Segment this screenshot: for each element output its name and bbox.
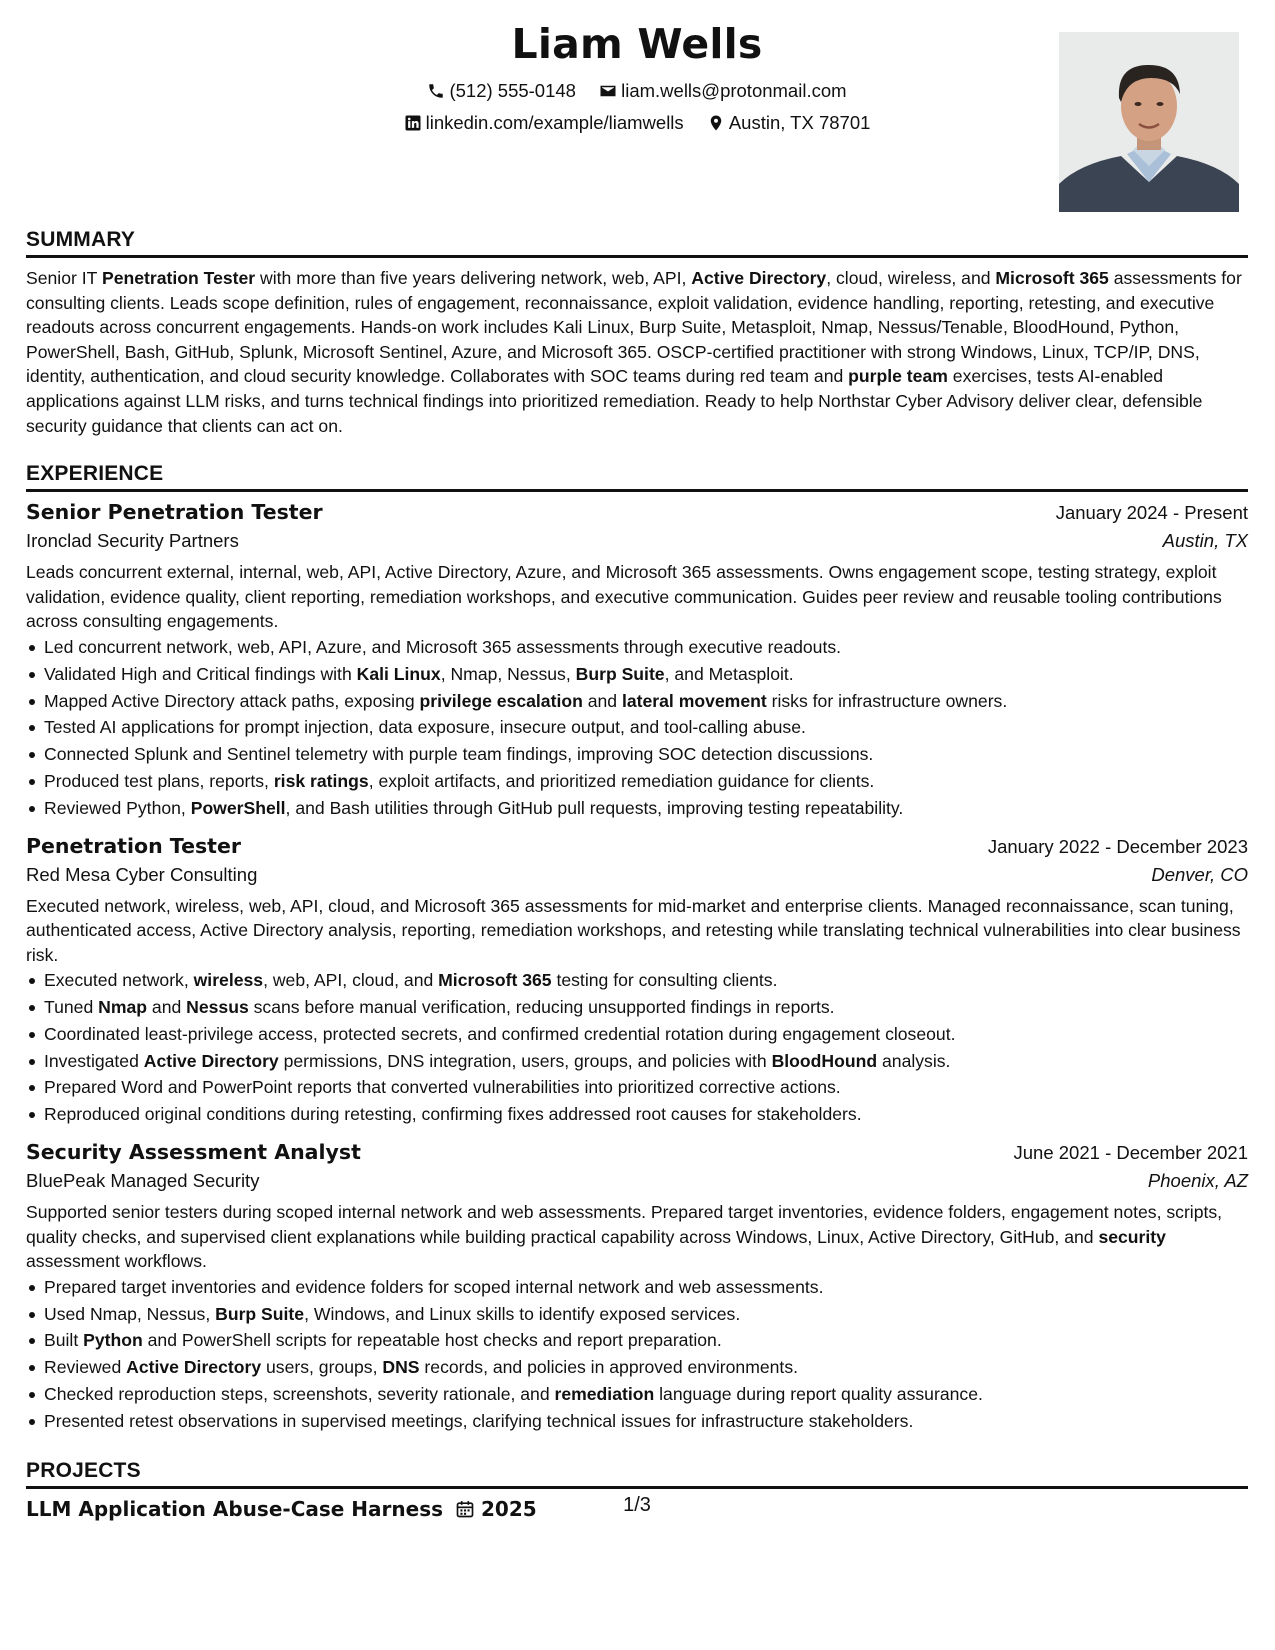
text-run: and	[147, 997, 187, 1018]
text-run: Built	[44, 1330, 84, 1351]
bullet-item	[44, 1381, 1248, 1408]
bold-text: remediation	[554, 1384, 655, 1405]
bold-text: wireless	[193, 970, 264, 991]
resume-page	[26, 0, 1248, 1650]
job-company-row	[26, 864, 1248, 886]
text-run: Mapped Active Directory attack paths, exposing	[44, 690, 420, 711]
text-run: Validated High and Critical findings with	[44, 663, 357, 684]
job-entry	[26, 500, 1248, 821]
text-run: Tested AI applications for prompt injection, data exposure, insecure output, and tool-calling abuse.	[44, 717, 806, 738]
job-title-row	[26, 500, 1248, 524]
bold-text: Nessus	[186, 997, 249, 1018]
job-company: Red Mesa Cyber Consulting	[26, 863, 258, 885]
text-run: analysis.	[877, 1050, 951, 1071]
job-description: Executed network, wireless, web, API, cloud, and Microsoft 365 assessments for mid-market and enterprise clients. Managed reconnaissance, scan tuning, authenticated access, Active Directory analysis, reporting, remediation workshops, and retesting while translating technical vulnerabilities into clear business risk.	[26, 895, 1241, 965]
text-run: , exploit artifacts, and prioritized remediation guidance for clients.	[368, 770, 875, 791]
bullet-item	[44, 634, 1248, 661]
job-company-row	[26, 1170, 1248, 1192]
job-company-row	[26, 530, 1248, 552]
bold-text: security	[1098, 1226, 1166, 1247]
job-company: BluePeak Managed Security	[26, 1170, 260, 1192]
bold-text: PowerShell	[190, 797, 286, 818]
phone-icon	[427, 82, 445, 100]
text-run: , cloud, wireless, and	[826, 268, 996, 288]
text-run: Produced test plans, reports,	[44, 770, 274, 791]
bullet-item	[44, 795, 1248, 822]
resume-header	[26, 0, 1248, 218]
bullet-item	[44, 1048, 1248, 1075]
linkedin-contact[interactable]	[404, 112, 684, 134]
bullet-item	[44, 967, 1248, 994]
text-run: , Windows, and Linux skills to identify exposed services.	[304, 1303, 741, 1324]
bold-text: Python	[83, 1330, 143, 1351]
bold-text: DNS	[382, 1357, 420, 1378]
bullet-item	[44, 994, 1248, 1021]
job-location: Austin, TX	[1162, 530, 1248, 552]
text-run: Prepared target inventories and evidence folders for scoped internal network and web assessments.	[44, 1276, 824, 1297]
text-run: , web, API, cloud, and	[263, 970, 439, 991]
job-entry	[26, 1140, 1248, 1435]
bold-text: privilege escalation	[419, 690, 583, 711]
job-title: Security Assessment Analyst	[26, 1140, 361, 1165]
text-run: scans before manual verification, reducing unsupported findings in reports.	[248, 997, 835, 1018]
phone-text: (512) 555-0148	[449, 80, 576, 101]
job-title: Senior Penetration Tester	[26, 500, 323, 525]
job-description: Leads concurrent external, internal, web, API, Active Directory, Azure, and Microsoft 365 assessments. Owns engagement scope, testing strategy, exploit validation, evidence quality, client reporting, remediation workshops, and executive communication. Guides peer review and reusable tooling contributions across consulting engagements.	[26, 562, 1222, 632]
job-bullets	[26, 634, 1248, 822]
bullet-item	[44, 1021, 1248, 1048]
candidate-name: Liam Wells	[511, 20, 763, 68]
bullet-item	[44, 741, 1248, 768]
text-run: , and Metasploit.	[664, 663, 794, 684]
text-run: with more than five years delivering network, web, API,	[255, 268, 692, 288]
bold-text: Kali Linux	[356, 663, 441, 684]
text-run: testing for consulting clients.	[551, 970, 778, 991]
project-title: LLM Application Abuse-Case Harness	[26, 1496, 444, 1521]
text-run: Reproduced original conditions during retesting, confirming fixes addressed root causes for stakeholders.	[44, 1104, 862, 1125]
text-run: Reviewed	[44, 1357, 127, 1378]
text-run: records, and policies in approved environments.	[419, 1357, 799, 1378]
location-contact	[707, 112, 871, 134]
text-run: Senior IT	[26, 268, 102, 288]
text-run: Presented retest observations in supervised meetings, clarifying technical issues for infrastructure stakeholders.	[44, 1410, 914, 1431]
bold-text: Active Directory	[126, 1357, 262, 1378]
text-run: Reviewed Python,	[44, 797, 191, 818]
text-run: Tuned	[44, 997, 99, 1018]
summary-heading: SUMMARY	[26, 218, 1248, 258]
bold-text: Burp Suite	[575, 663, 665, 684]
text-run: users, groups,	[261, 1357, 383, 1378]
phone-contact	[427, 80, 576, 102]
text-run: Supported senior testers during scoped internal network and web assessments. Prepared target inventories, evidence folders, engagement notes, scripts, quality checks, and supervised client explanations while building practical capability across Windows, Linux, Active Directory, GitHub, and	[26, 1202, 1223, 1247]
profile-photo-image	[1059, 32, 1239, 212]
bullet-item	[44, 688, 1248, 715]
bullet-item	[44, 1354, 1248, 1381]
bullet-item	[44, 1101, 1248, 1128]
profile-photo	[1059, 32, 1239, 212]
bullet-item	[44, 1274, 1248, 1301]
job-bullets	[26, 1274, 1248, 1435]
bullet-item	[44, 1074, 1248, 1101]
bold-text: Nmap	[98, 997, 148, 1018]
text-run: and	[582, 690, 622, 711]
map-pin-icon	[707, 114, 725, 132]
text-run: risks for infrastructure owners.	[766, 690, 1008, 711]
job-entry	[26, 834, 1248, 1129]
job-company: Ironclad Security Partners	[26, 530, 239, 552]
text-run: and PowerShell scripts for repeatable host checks and report preparation.	[142, 1330, 722, 1351]
text-run: assessment workflows.	[26, 1251, 207, 1272]
bold-text: purple team	[848, 366, 948, 387]
job-title: Penetration Tester	[26, 833, 241, 858]
text-run: language during report quality assurance.	[654, 1384, 983, 1405]
bullet-item	[44, 714, 1248, 741]
bullet-item	[44, 661, 1248, 688]
bold-text: Active Directory	[143, 1050, 279, 1071]
bold-text: BloodHound	[771, 1050, 878, 1071]
text-run: Executed network,	[44, 970, 194, 991]
page-number: 1/3	[623, 1494, 651, 1516]
project-year: 2025	[481, 1496, 537, 1521]
job-dates: January 2024 - Present	[1055, 502, 1248, 524]
bullet-item	[44, 768, 1248, 795]
job-dates: January 2022 - December 2023	[987, 835, 1248, 857]
job-location: Phoenix, AZ	[1147, 1170, 1248, 1192]
envelope-icon	[599, 82, 617, 100]
experience-list	[26, 500, 1248, 1434]
job-description	[26, 1200, 1248, 1274]
bullet-item	[44, 1327, 1248, 1354]
email-text[interactable]: liam.wells@protonmail.com	[621, 80, 847, 101]
bullet-item	[44, 1408, 1248, 1435]
projects-heading: PROJECTS	[26, 1449, 1248, 1489]
text-run: Led concurrent network, web, API, Azure, and Microsoft 365 assessments through executive readouts.	[44, 636, 842, 657]
location-text: Austin, TX 78701	[728, 112, 871, 133]
text-run: Connected Splunk and Sentinel telemetry with purple team findings, improving SOC detection discussions.	[44, 744, 874, 765]
job-title-row	[26, 1140, 1248, 1164]
bold-text: Microsoft 365	[438, 970, 552, 991]
email-contact[interactable]	[599, 80, 846, 102]
text-run: Prepared Word and PowerPoint reports that converted vulnerabilities into prioritized corrective actions.	[44, 1077, 841, 1098]
job-title-row	[26, 834, 1248, 858]
bold-text: Burp Suite	[215, 1303, 305, 1324]
text-run: Checked reproduction steps, screenshots, severity rationale, and	[44, 1384, 555, 1405]
job-location: Denver, CO	[1151, 863, 1248, 885]
text-run: exercises, tests AI-enabled applications against LLM risks, and turns technical findings into prioritized remediation. Ready to help Northstar Cyber Advisory deliver clear, defensible security guidance that clients can act on.	[26, 366, 1203, 436]
bold-text: risk ratings	[273, 770, 369, 791]
text-run: Investigated	[44, 1050, 144, 1071]
text-run: , and Bash utilities through GitHub pull requests, improving testing repeatability.	[285, 797, 904, 818]
job-dates: June 2021 - December 2021	[1013, 1142, 1248, 1164]
bullet-item	[44, 1301, 1248, 1328]
text-run: Used Nmap, Nessus,	[44, 1303, 216, 1324]
summary-text	[26, 266, 1248, 438]
text-run: permissions, DNS integration, users, groups, and policies with	[278, 1050, 772, 1071]
bold-text: Active Directory	[691, 268, 827, 288]
text-run: assessments for consulting clients. Leads scope definition, rules of engagement, reconnaissance, exploit validation, evidence handling, reporting, retesting, and executive readouts across concurrent engagements. Hands-on work includes Kali Linux, Burp Suite, Metasploit, Nmap, Nessus/Tenable, BloodHound, Python, PowerShell, Bash, GitHub, Splunk, Microsoft Sentinel, Azure, and Microsoft 365. OSCP-certified practitioner with strong Windows, Linux, TCP/IP, DNS, identity, authentication, and cloud security knowledge. Collaborates with SOC teams during red team and	[26, 268, 1242, 387]
linkedin-text[interactable]: linkedin.com/example/liamwells	[425, 112, 684, 133]
job-bullets	[26, 967, 1248, 1128]
bold-text: Microsoft 365	[995, 268, 1109, 288]
bold-text: Penetration Tester	[101, 268, 256, 288]
text-run: , Nmap, Nessus,	[440, 663, 576, 684]
linkedin-icon	[404, 114, 422, 132]
experience-heading: EXPERIENCE	[26, 452, 1248, 492]
bold-text: lateral movement	[621, 690, 767, 711]
text-run: Coordinated least-privilege access, protected secrets, and confirmed credential rotation during engagement closeout.	[44, 1023, 956, 1044]
